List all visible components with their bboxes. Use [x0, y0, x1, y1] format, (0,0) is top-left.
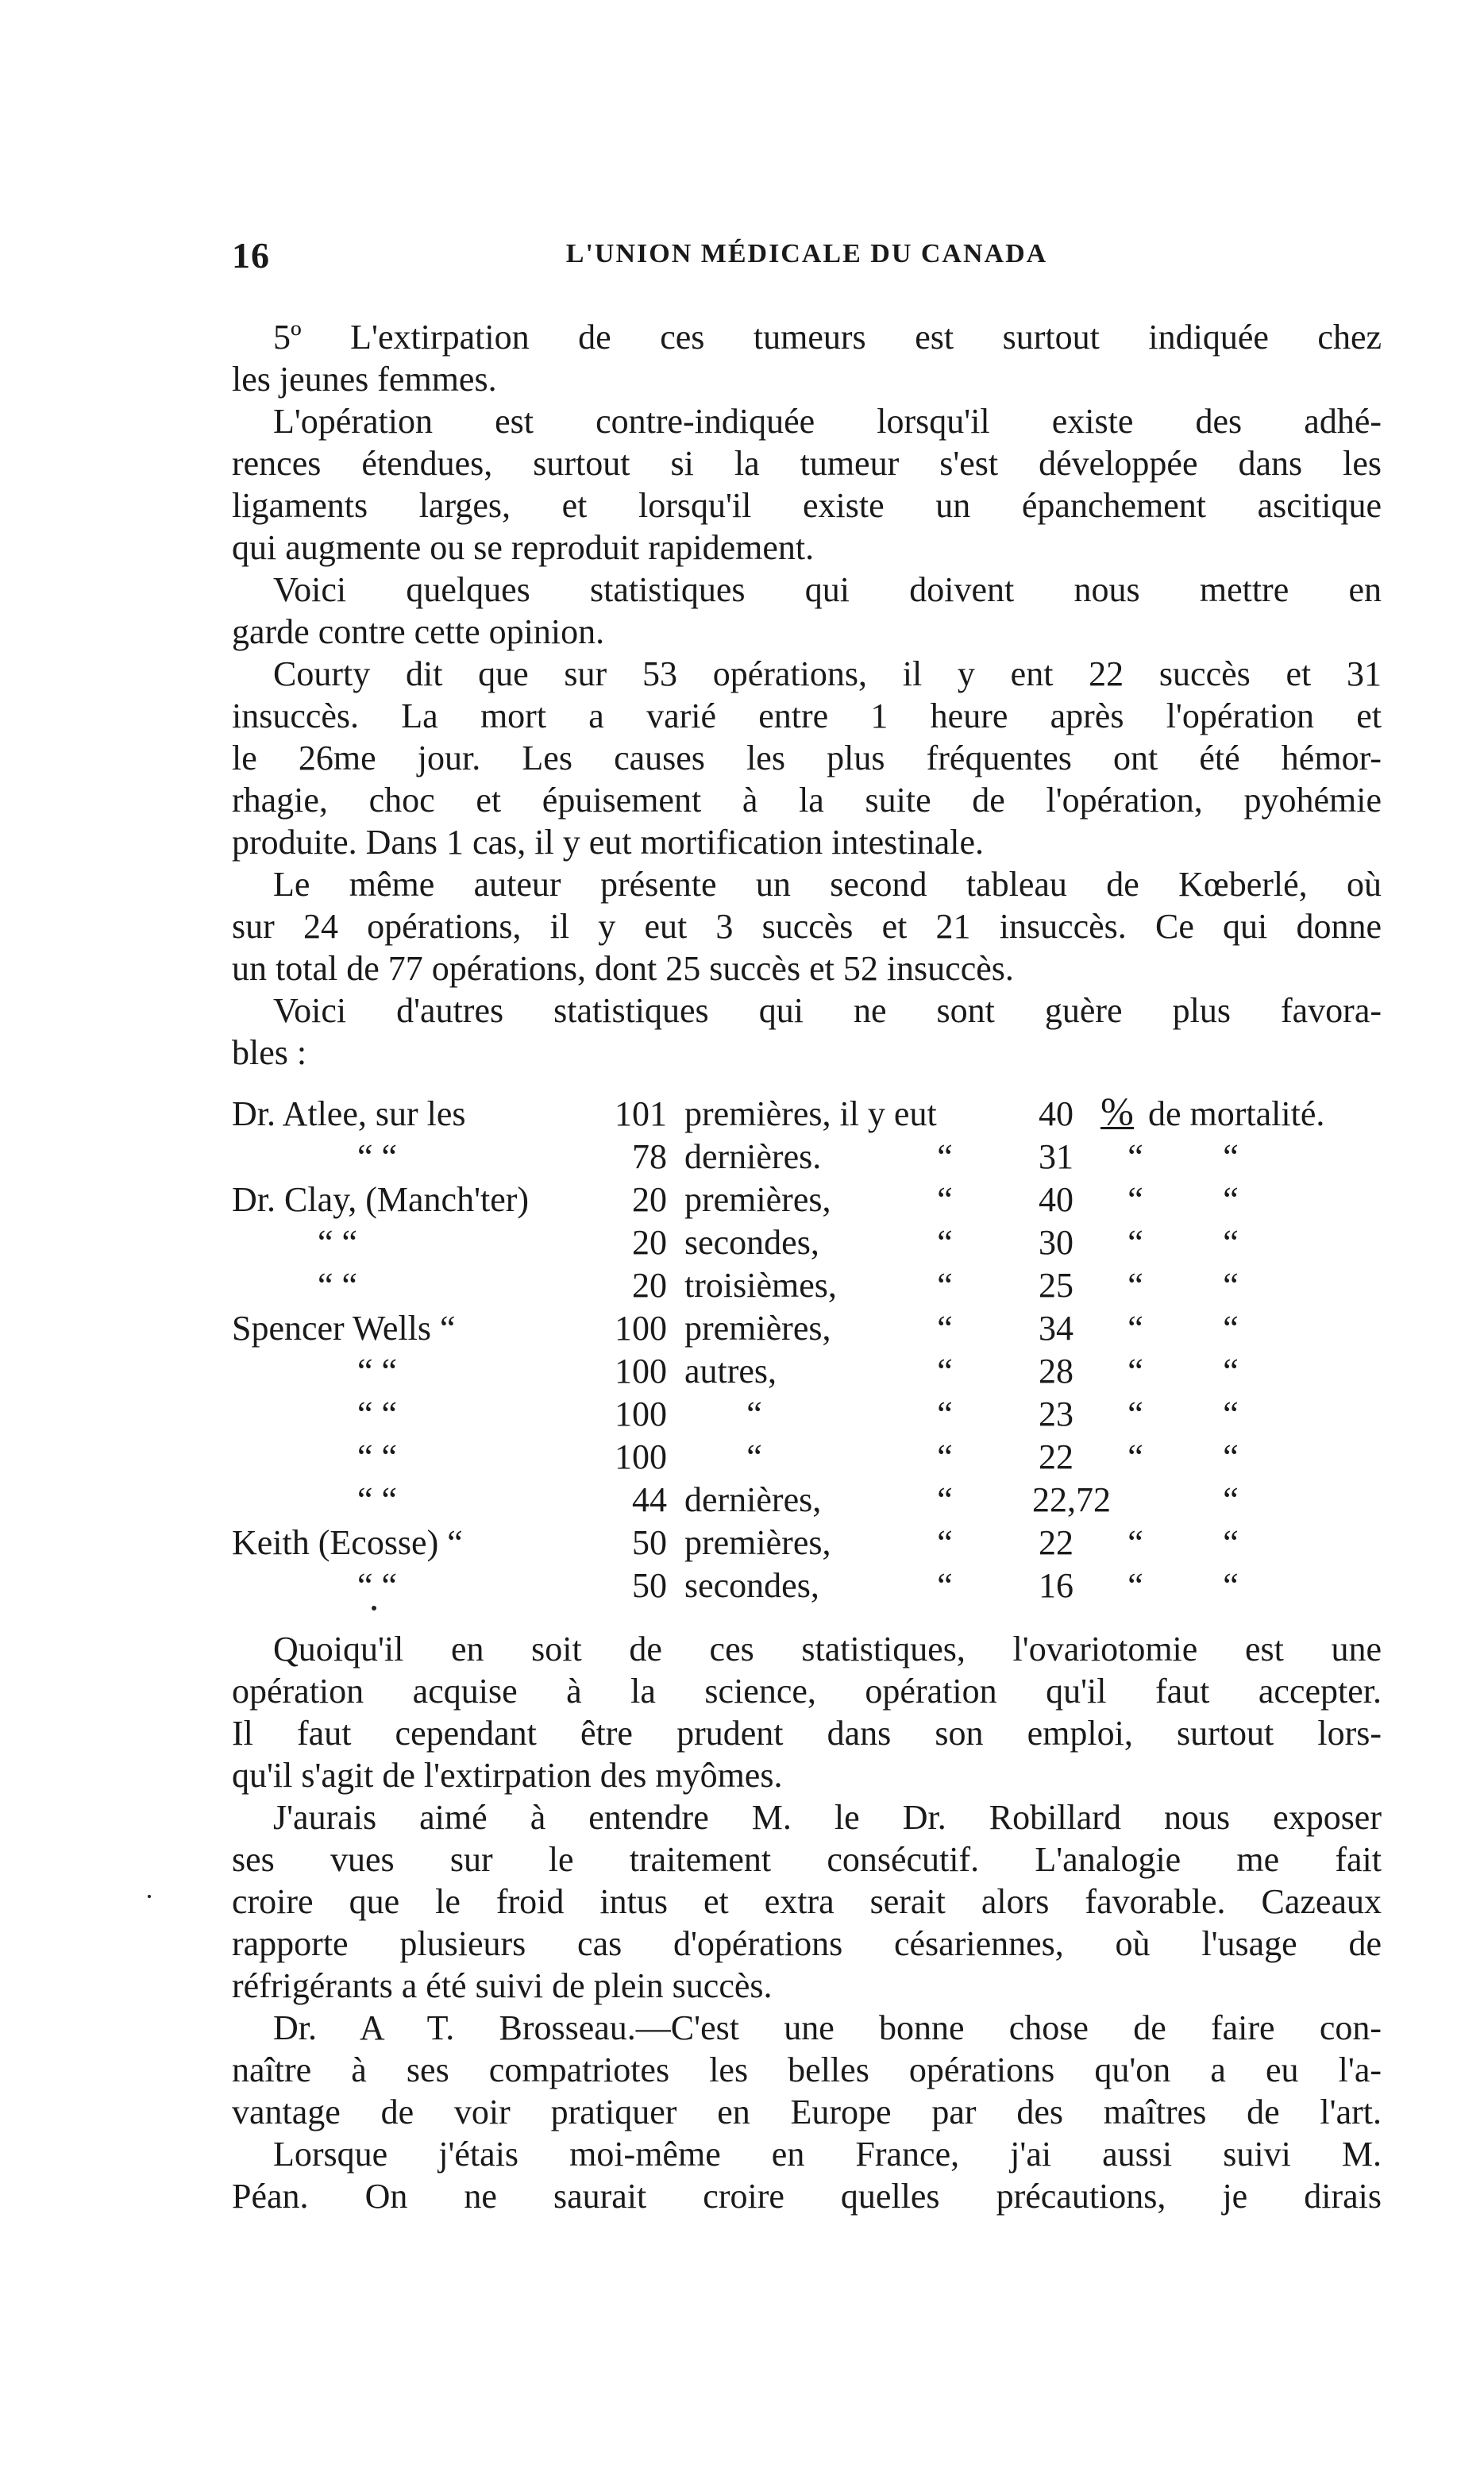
- ditto-mark: “: [1223, 1395, 1239, 1433]
- ditto-mark: “: [746, 1437, 762, 1476]
- stat-author: “ “: [357, 1480, 398, 1519]
- ditto-mark: “: [1127, 1180, 1143, 1219]
- stat-percent: 40: [1039, 1094, 1073, 1133]
- ditto-mark: “: [937, 1352, 953, 1391]
- text-line: réfrigérants a été suivi de plein succès.: [232, 1966, 773, 2005]
- stat-percent: 28: [1039, 1352, 1073, 1391]
- ditto-mark: “: [937, 1223, 953, 1262]
- ditto-mark: “: [1127, 1395, 1143, 1433]
- ditto-mark: “: [1223, 1566, 1239, 1605]
- stat-author: “ “: [357, 1137, 398, 1176]
- ditto-mark: “: [1127, 1223, 1143, 1262]
- stat-count: 100: [615, 1352, 667, 1391]
- text-line: garde contre cette opinion.: [232, 612, 605, 651]
- stat-count: 50: [632, 1523, 667, 1562]
- stat-description: troisièmes,: [684, 1266, 837, 1305]
- stat-author: “ “: [357, 1352, 398, 1391]
- text-line: qu'il s'agit de l'extirpation des myômes.: [232, 1756, 783, 1795]
- text-line: rhagie, choc et épuisement à la suite de l'opération, pyohémie: [232, 781, 1382, 820]
- stat-percent: 22,72: [1032, 1480, 1111, 1519]
- stat-count: 44: [632, 1480, 667, 1519]
- text-line: Voici d'autres statistiques qui ne sont guère plus favora-: [273, 991, 1382, 1030]
- ditto-mark: “: [1223, 1223, 1239, 1262]
- text-line: sur 24 opérations, il y eut 3 succès et 21 insuccès. Ce qui donne: [232, 907, 1382, 946]
- stat-count: 20: [632, 1223, 667, 1262]
- stat-count: 100: [615, 1395, 667, 1433]
- stat-description: premières,: [684, 1523, 831, 1562]
- text-line: Dr. A T. Brosseau.—C'est une bonne chose de faire con-: [273, 2008, 1382, 2047]
- stat-description: secondes,: [684, 1566, 819, 1605]
- stat-author: Keith (Ecosse) “: [232, 1523, 463, 1562]
- ditto-mark: “: [937, 1480, 953, 1519]
- stat-percent: 30: [1039, 1223, 1073, 1262]
- text-line: Le même auteur présente un second tableau de Kœberlé, où: [273, 865, 1382, 904]
- stat-author: Spencer Wells “: [232, 1309, 456, 1348]
- text-line: rapporte plusieurs cas d'opérations césariennes, où l'usage de: [232, 1924, 1382, 1963]
- text-line: insuccès. La mort a varié entre 1 heure après l'opération et: [232, 696, 1382, 735]
- ink-speck: [372, 1606, 376, 1611]
- text-line: naître à ses compatriotes les belles opérations qu'on a eu l'a-: [232, 2050, 1382, 2089]
- ditto-mark: “: [1223, 1437, 1239, 1476]
- ditto-mark: “: [1223, 1523, 1239, 1562]
- text-line: rences étendues, surtout si la tumeur s'est développée dans les: [232, 444, 1382, 483]
- ditto-mark: “: [937, 1309, 953, 1348]
- stat-percent: 31: [1039, 1137, 1073, 1176]
- text-line: Péan. On ne saurait croire quelles précautions, je dirais: [232, 2177, 1382, 2216]
- stat-percent: 23: [1039, 1395, 1073, 1433]
- stat-description: premières,: [684, 1309, 831, 1348]
- stat-percent: 25: [1039, 1266, 1073, 1305]
- stat-author: “ “: [357, 1395, 398, 1433]
- page-number: 16: [232, 235, 270, 276]
- text-line: J'aurais aimé à entendre M. le Dr. Robillard nous exposer: [273, 1798, 1382, 1837]
- text-line: le 26me jour. Les causes les plus fréquentes ont été hémor-: [232, 739, 1382, 777]
- text-line: 5º L'extirpation de ces tumeurs est surtout indiquée chez: [273, 318, 1382, 357]
- stat-count: 101: [615, 1094, 667, 1133]
- stat-count: 20: [632, 1266, 667, 1305]
- text-line: les jeunes femmes.: [232, 360, 497, 399]
- text-line: vantage de voir pratiquer en Europe par des maîtres de l'art.: [232, 2093, 1382, 2131]
- stat-percent: 34: [1039, 1309, 1073, 1348]
- ditto-mark: “: [1223, 1352, 1239, 1391]
- ditto-mark: “: [937, 1180, 953, 1219]
- ditto-mark: “: [1127, 1566, 1143, 1605]
- stat-description: dernières,: [684, 1480, 822, 1519]
- ditto-mark: “: [937, 1137, 953, 1176]
- stat-percent: 16: [1039, 1566, 1073, 1605]
- stat-tail: de mortalité.: [1148, 1094, 1325, 1133]
- ditto-mark: “: [937, 1523, 953, 1562]
- stat-description: dernières.: [684, 1137, 822, 1176]
- text-line: opération acquise à la science, opération qu'il faut accepter.: [232, 1672, 1382, 1711]
- text-line: qui augmente ou se reproduit rapidement.: [232, 528, 815, 567]
- text-line: Il faut cependant être prudent dans son emploi, surtout lors-: [232, 1714, 1382, 1753]
- stat-description: secondes,: [684, 1223, 819, 1262]
- text-line: Quoiqu'il en soit de ces statistiques, l'ovariotomie est une: [273, 1630, 1382, 1668]
- ditto-mark: “: [1127, 1137, 1143, 1176]
- stat-author: “ “: [357, 1437, 398, 1476]
- stat-count: 50: [632, 1566, 667, 1605]
- page-header: [232, 234, 1382, 282]
- stat-author: “ “: [318, 1223, 358, 1262]
- text-line: ligaments larges, et lorsqu'il existe un épanchement ascitique: [232, 486, 1382, 525]
- stat-percent: 22: [1039, 1523, 1073, 1562]
- text-line: un total de 77 opérations, dont 25 succès et 52 insuccès.: [232, 949, 1014, 988]
- stat-author: Dr. Clay, (Manch'ter): [232, 1180, 530, 1219]
- text-line: produite. Dans 1 cas, il y eut mortification intestinale.: [232, 823, 984, 862]
- ditto-mark: “: [1127, 1523, 1143, 1562]
- stat-description: premières,: [684, 1180, 831, 1219]
- ditto-mark: “: [1127, 1437, 1143, 1476]
- stat-description: autres,: [684, 1352, 777, 1391]
- text-line: Courty dit que sur 53 opérations, il y ent 22 succès et 31: [273, 654, 1382, 693]
- percent-sign: %: [1100, 1089, 1134, 1133]
- ink-speck: [148, 1895, 151, 1898]
- ditto-mark: “: [937, 1395, 953, 1433]
- text-line: croire que le froid intus et extra serait alors favorable. Cazeaux: [232, 1882, 1382, 1921]
- ditto-mark: “: [1223, 1309, 1239, 1348]
- stat-author: “ “: [318, 1266, 358, 1305]
- stat-count: 20: [632, 1180, 667, 1219]
- text-line: Voici quelques statistiques qui doivent nous mettre en: [273, 570, 1382, 609]
- ditto-mark: “: [1223, 1266, 1239, 1305]
- stat-author: Dr. Atlee, sur les: [232, 1094, 466, 1133]
- stat-percent: 40: [1039, 1180, 1073, 1219]
- ditto-mark: “: [937, 1566, 953, 1605]
- text-line: L'opération est contre-indiquée lorsqu'il existe des adhé-: [273, 402, 1382, 441]
- stat-count: 78: [632, 1137, 667, 1176]
- text-line: bles :: [232, 1033, 307, 1072]
- stat-percent: 22: [1039, 1437, 1073, 1476]
- stat-description: premières, il y eut: [684, 1094, 937, 1133]
- ditto-mark: “: [746, 1395, 762, 1433]
- text-line: Lorsque j'étais moi-même en France, j'ai aussi suivi M.: [273, 2135, 1382, 2174]
- ditto-mark: “: [937, 1437, 953, 1476]
- ditto-mark: “: [1127, 1266, 1143, 1305]
- ditto-mark: “: [1223, 1480, 1239, 1519]
- ditto-mark: “: [1127, 1352, 1143, 1391]
- stat-count: 100: [615, 1309, 667, 1348]
- stat-count: 100: [615, 1437, 667, 1476]
- ditto-mark: “: [1127, 1309, 1143, 1348]
- stat-author: “ “: [357, 1566, 398, 1605]
- running-head: L'UNION MÉDICALE DU CANADA: [565, 239, 1048, 268]
- ditto-mark: “: [1223, 1180, 1239, 1219]
- text-line: ses vues sur le traitement consécutif. L'analogie me fait: [232, 1840, 1382, 1879]
- ditto-mark: “: [1223, 1137, 1239, 1176]
- ditto-mark: “: [937, 1266, 953, 1305]
